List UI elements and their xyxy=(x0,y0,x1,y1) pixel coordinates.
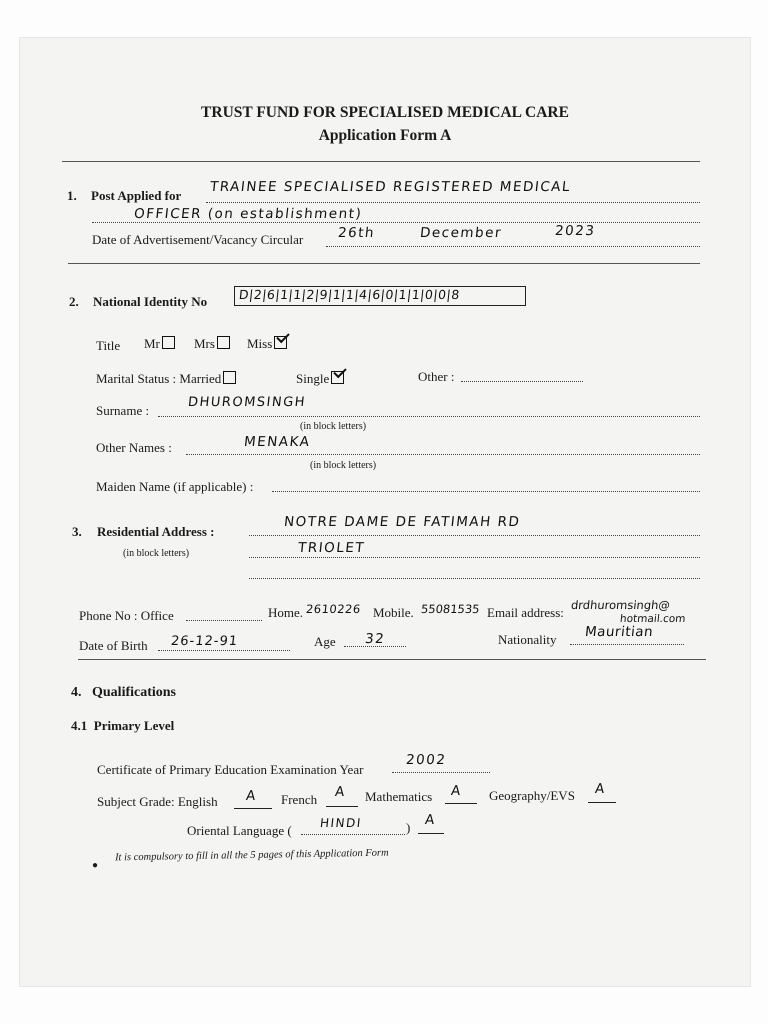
compulsory-note: It is compulsory to fill in all the 5 pages of this Application Form xyxy=(114,847,389,864)
dotted-line xyxy=(158,416,700,417)
phone-office-field xyxy=(186,620,262,621)
dotted-line xyxy=(186,454,700,455)
mr-checkbox[interactable] xyxy=(162,336,175,349)
advertisement-day[interactable]: 26th xyxy=(337,225,376,241)
mathematics-grade[interactable]: A xyxy=(450,783,463,799)
dotted-line xyxy=(158,650,290,651)
oriental-grade-line xyxy=(418,833,444,834)
advertisement-month[interactable]: December xyxy=(419,225,503,241)
divider xyxy=(78,659,706,660)
other-names-value[interactable]: MENAKA xyxy=(243,434,312,450)
oriental-language-close: ) xyxy=(406,820,411,835)
advertisement-year[interactable]: 2023 xyxy=(554,223,597,239)
dotted-line xyxy=(249,557,700,558)
married-checkbox[interactable] xyxy=(223,371,236,384)
surname-value[interactable]: DHUROMSINGH xyxy=(187,395,307,410)
oriental-language-label: Oriental Language ( xyxy=(187,823,292,838)
other-status-label: Other : xyxy=(418,369,455,384)
nationality-value[interactable]: Mauritian xyxy=(584,624,654,640)
block-letters-note-2: (in block letters) xyxy=(310,460,377,471)
section-3-number: 3. xyxy=(72,524,82,539)
marital-status-label: Marital Status : Married xyxy=(96,371,222,386)
divider xyxy=(68,263,700,264)
dotted-line xyxy=(570,644,684,645)
advertisement-date-label: Date of Advertisement/Vacancy Circular xyxy=(92,232,304,247)
section-2-number: 2. xyxy=(69,294,79,309)
application-form-page xyxy=(20,38,750,986)
qualifications-heading: 4. Qualifications xyxy=(71,685,177,700)
address-block-letters-note: (in block letters) xyxy=(123,548,190,559)
miss-checkbox-checked[interactable] xyxy=(274,336,287,349)
single-checkbox-checked[interactable] xyxy=(331,371,344,384)
title-mrs-option[interactable] xyxy=(194,336,230,352)
age-value[interactable]: 32 xyxy=(364,631,387,647)
email-value-2: hotmail.com xyxy=(619,613,687,625)
surname-label: Surname : xyxy=(96,403,150,418)
dotted-line xyxy=(249,535,700,536)
block-letters-note: (in block letters) xyxy=(300,421,367,432)
single-label: Single xyxy=(296,371,330,386)
dob-label: Date of Birth xyxy=(79,638,148,653)
cpe-year-label: Certificate of Primary Education Examination Year xyxy=(97,762,364,777)
subject-grade-label: Subject Grade: English xyxy=(97,794,218,809)
marital-status-option-single[interactable] xyxy=(296,371,344,387)
divider xyxy=(62,161,700,162)
title-label: Title xyxy=(96,338,121,353)
oriental-grade[interactable]: A xyxy=(424,812,437,828)
home-phone-label: Home. xyxy=(268,605,304,620)
post-applied-value-2[interactable]: OFFICER (on establishment) xyxy=(133,206,364,222)
address-line-3 xyxy=(249,578,700,579)
cpe-year-value[interactable]: 2002 xyxy=(405,752,448,768)
address-line-1[interactable]: NOTRE DAME DE FATIMAH RD xyxy=(283,514,522,530)
french-grade[interactable]: A xyxy=(334,784,347,800)
form-title: TRUST FUND FOR SPECIALISED MEDICAL CARE xyxy=(201,104,569,121)
geography-grade-line xyxy=(588,802,616,803)
dotted-line xyxy=(392,772,490,773)
title-mr-option[interactable] xyxy=(144,336,175,352)
email-value-1[interactable]: drdhuromsingh@ xyxy=(570,598,671,612)
national-id-value: D|2|6|1|1|2|9|1|1|4|6|0|1|1|0|0|8 xyxy=(238,287,461,302)
geography-grade[interactable]: A xyxy=(594,781,607,797)
nationality-label: Nationality xyxy=(498,632,557,647)
title-mrs-label: Mrs xyxy=(194,336,215,351)
form-subtitle: Application Form A xyxy=(318,127,452,144)
geography-label: Geography/EVS xyxy=(489,788,575,803)
french-label: French xyxy=(281,792,318,807)
marital-status-option-married[interactable] xyxy=(96,371,236,387)
english-grade[interactable]: A xyxy=(245,788,258,804)
other-names-label: Other Names : xyxy=(96,440,172,455)
mrs-checkbox[interactable] xyxy=(217,336,230,349)
mobile-label: Mobile. xyxy=(373,605,414,620)
dob-value[interactable]: 26-12-91 xyxy=(170,634,239,649)
french-grade-line xyxy=(326,806,358,807)
dotted-line xyxy=(92,222,700,223)
primary-level-heading: 4.1 Primary Level xyxy=(71,718,175,733)
phone-office-label: Phone No : Office xyxy=(79,608,174,623)
mobile-value[interactable]: 55081535 xyxy=(420,602,481,616)
english-grade-line xyxy=(234,808,272,809)
mathematics-label: Mathematics xyxy=(365,789,433,804)
email-label: Email address: xyxy=(487,605,564,620)
home-phone-value[interactable]: 2610226 xyxy=(305,602,362,616)
title-miss-option[interactable] xyxy=(247,336,287,352)
post-applied-value-1[interactable]: TRAINEE SPECIALISED REGISTERED MEDICAL xyxy=(209,179,572,195)
title-miss-label: Miss xyxy=(247,336,273,351)
residential-address-label: Residential Address : xyxy=(97,524,215,539)
dotted-line xyxy=(326,246,700,247)
address-line-2[interactable]: TRIOLET xyxy=(297,540,366,556)
dotted-line xyxy=(206,202,700,203)
section-1-number: 1. xyxy=(67,188,77,203)
dotted-line xyxy=(461,381,583,382)
maiden-name-label: Maiden Name (if applicable) : xyxy=(96,479,254,494)
dotted-line xyxy=(301,834,405,835)
oriental-language-value[interactable]: HINDI xyxy=(319,816,363,830)
maths-grade-line xyxy=(445,803,477,804)
maiden-name-field xyxy=(272,491,700,492)
national-id-label: National Identity No xyxy=(93,294,208,309)
bullet-icon: ● xyxy=(92,860,99,871)
title-mr-label: Mr xyxy=(144,336,160,351)
age-label: Age xyxy=(314,634,336,649)
post-applied-label: Post Applied for xyxy=(91,188,182,203)
